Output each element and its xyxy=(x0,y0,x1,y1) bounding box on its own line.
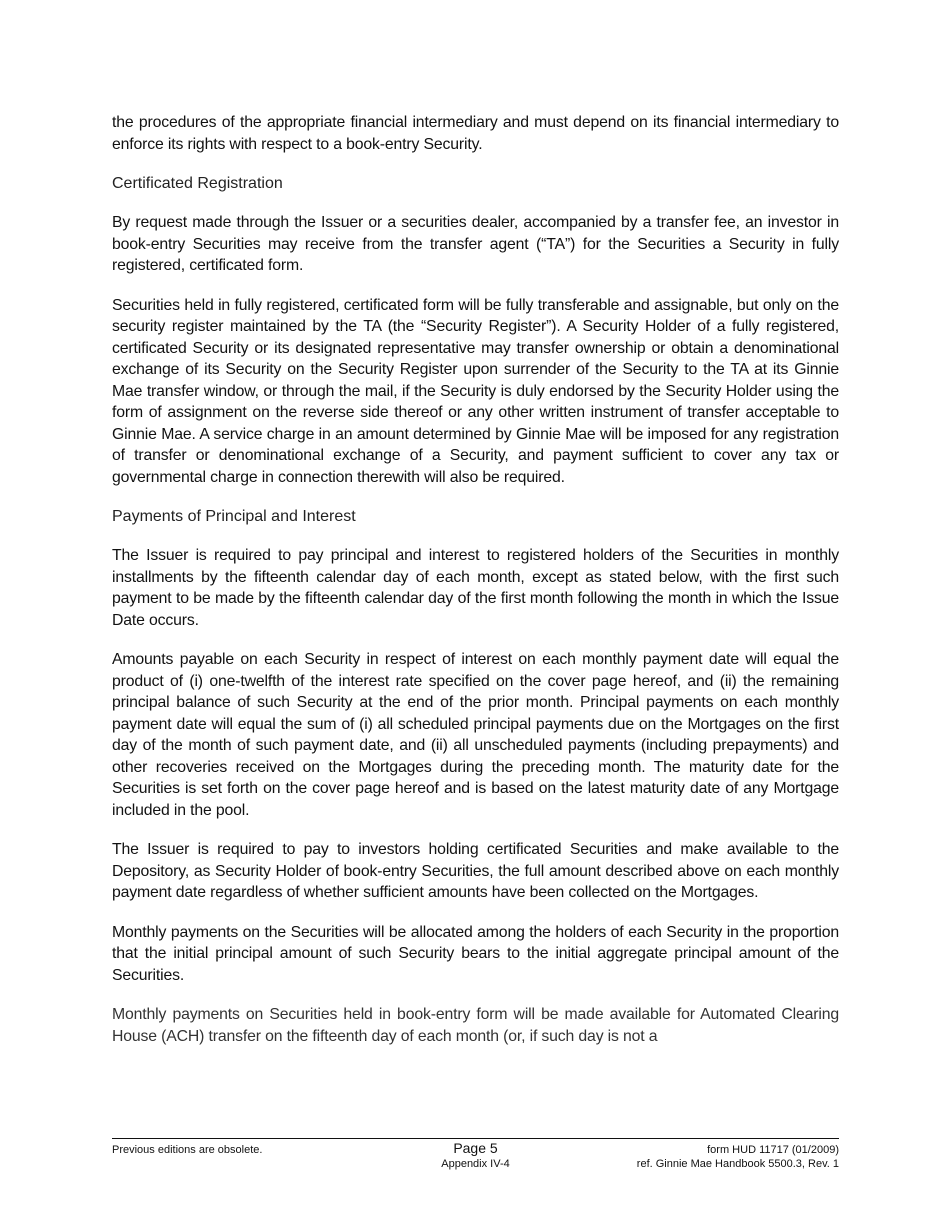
paragraph-allocation: Monthly payments on the Securities will be allocated among the holders of each Security in the proportion that the initial principal amount of such Security bears to the initial aggregate principal amount of the Securities. xyxy=(112,923,839,984)
footer-page-number: Page 5 xyxy=(453,1140,498,1156)
footer-form-number: form HUD 11717 (01/2009) xyxy=(707,1144,839,1156)
paragraph-transferable: Securities held in fully registered, certificated form will be fully transferable and assignable, but only on the security register maintained by the TA (the “Security Register”). A Security Holder of a fully registered, certificated Security or its designated representative may transfer ownership or obtain a denominational exchange of its Security on the Security Register upon surrender of the Security to the TA at its Ginnie Mae transfer window, or through the mail, if the Security is duly endorsed by the Security Holder using the form of assignment on the reverse side thereof or any other written instrument of transfer acceptable to Ginnie Mae. A service charge in an amount determined by Ginnie Mae will be imposed for any registration of transfer or denominational exchange of a Security, and payment sufficient to cover any tax or governmental charge in connection therewith will also be required. xyxy=(112,296,839,486)
footer-appendix: Appendix IV-4 xyxy=(441,1158,510,1170)
footer-handbook-ref: ref. Ginnie Mae Handbook 5500.3, Rev. 1 xyxy=(636,1158,839,1170)
page-footer xyxy=(112,1138,839,1169)
heading-certificated-registration: Certificated Registration xyxy=(112,175,283,192)
footer-row-2 xyxy=(112,1154,839,1169)
paragraph-intro: the procedures of the appropriate financial intermediary and must depend on its financial intermediary to enforce its rights with respect to a book-entry Security. xyxy=(112,114,839,153)
footer-row-1 xyxy=(112,1139,839,1154)
paragraph-book-entry: Monthly payments on Securities held in book-entry form will be made available for Automated Clearing House (ACH) transfer on the fifteenth day of each month (or, if such day is not a xyxy=(112,1006,839,1045)
paragraph-issuer-required: The Issuer is required to pay principal and interest to registered holders of the Securities in monthly installments by the fifteenth calendar day of each month, except as stated below, with the first such payment to be made by the fifteenth calendar day of the first month following the month in which the Issue Date occurs. xyxy=(112,547,839,629)
heading-payments: Payments of Principal and Interest xyxy=(112,508,356,525)
paragraph-amounts-payable: Amounts payable on each Security in respect of interest on each monthly payment date will equal the product of (i) one-twelfth of the interest rate specified on the cover page hereof, and (ii) the remaining principal balance of such Security at the end of the prior month. Principal payments on each monthly payment date will equal the sum of (i) all scheduled principal payments due on the Mortgages on the first day of the month of such payment date, and (ii) all unscheduled payments (including prepayments) and other recoveries received on the Mortgages during the preceding month. The maturity date for the Securities is set forth on the cover page hereof and is based on the latest maturity date of any Mortgage included in the pool. xyxy=(112,651,839,819)
document-body xyxy=(112,112,839,1065)
paragraph-investors: The Issuer is required to pay to investors holding certificated Securities and make available to the Depository, as Security Holder of book-entry Securities, the full amount described above on each monthly payment date regardless of whether sufficient amounts have been collected on the Mortgages. xyxy=(112,841,839,901)
footer-obsolete-note: Previous editions are obsolete. xyxy=(112,1144,263,1156)
paragraph-request: By request made through the Issuer or a securities dealer, accompanied by a transfer fee, an investor in book-entry Securities may receive from the transfer agent (“TA”) for the Securities a Security in fully registered, certificated form. xyxy=(112,214,839,274)
